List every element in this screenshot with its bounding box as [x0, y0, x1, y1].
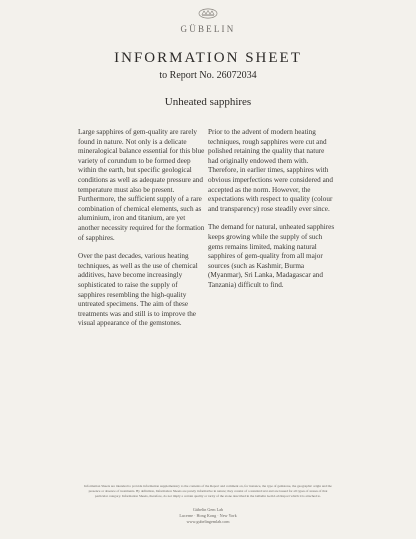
right-column — [208, 128, 336, 300]
gubelin-logo — [0, 6, 416, 34]
brand-name: GÜBELIN — [180, 24, 236, 34]
left-column — [78, 128, 206, 338]
section-heading: Unheated sapphires — [164, 96, 252, 108]
document-title: INFORMATION SHEET — [114, 50, 302, 66]
paragraph: Large sapphires of gem-quality are rarely found in nature. Not only is a delicate mineralogical balance essential for this blue variety of corundum to be formed deep within the earth, but specific geological conditions as well as adequate pressure and temperature must also be present. Furthermore, the sufficient supply of a rare combination of chemical elements, such as aluminium, iron and titanium, are yet another necessity required for the formation of sapphires. — [78, 128, 205, 242]
paragraph: Prior to the advent of modern heating techniques, rough sapphires were cut and polished retaining the quality that nature had originally endowed them with. Therefore, in earlier times, sapphires with obvious imperfections were considered and accepted as the norm. However, the expectations with respect to quality (colour and transparency) rose steadily ever since. — [208, 128, 333, 213]
crest-icon — [197, 8, 219, 19]
lab-locations: Lucerne · Hong Kong · New York — [179, 513, 237, 518]
paragraph: Over the past decades, various heating techniques, as well as the use of chemical additives, have become increasingly sophisticated to raise the supply of sapphires resembling the high-quality untreated specimens. The aim of these treatments was and still is to improve the visual appearance of the gemstones. — [78, 252, 198, 328]
report-number: to Report No. 26072034 — [159, 70, 257, 81]
lab-website-link[interactable]: www.gubelingemlab.com — [186, 519, 230, 524]
footer-disclaimer: Information Sheets are intended to provide information supplementary to the contents of the Report and comment on, for instance, the type of gemstone, the geographic origin and the presence or absence of treatments. By definition, Information Sheets are purely informative in nature; they consist of a standard text and are issued for all types of stones of that particular category. Information Sheets, therefore, do not imply a certain quality or rarity of the stone described in the Gübelin Gem Lab Report which it is attached to. — [84, 484, 332, 498]
footer-lab-info — [0, 507, 416, 525]
lab-name: Gübelin Gem Lab — [192, 507, 224, 512]
paragraph: The demand for natural, unheated sapphires keeps growing while the supply of such gems remains limited, making natural sapphires of gem-quality from all major sources (such as Kashmir, Burma (Myanmar), Sri Lanka, Madagascar and Tanzania) difficult to find. — [208, 223, 335, 289]
